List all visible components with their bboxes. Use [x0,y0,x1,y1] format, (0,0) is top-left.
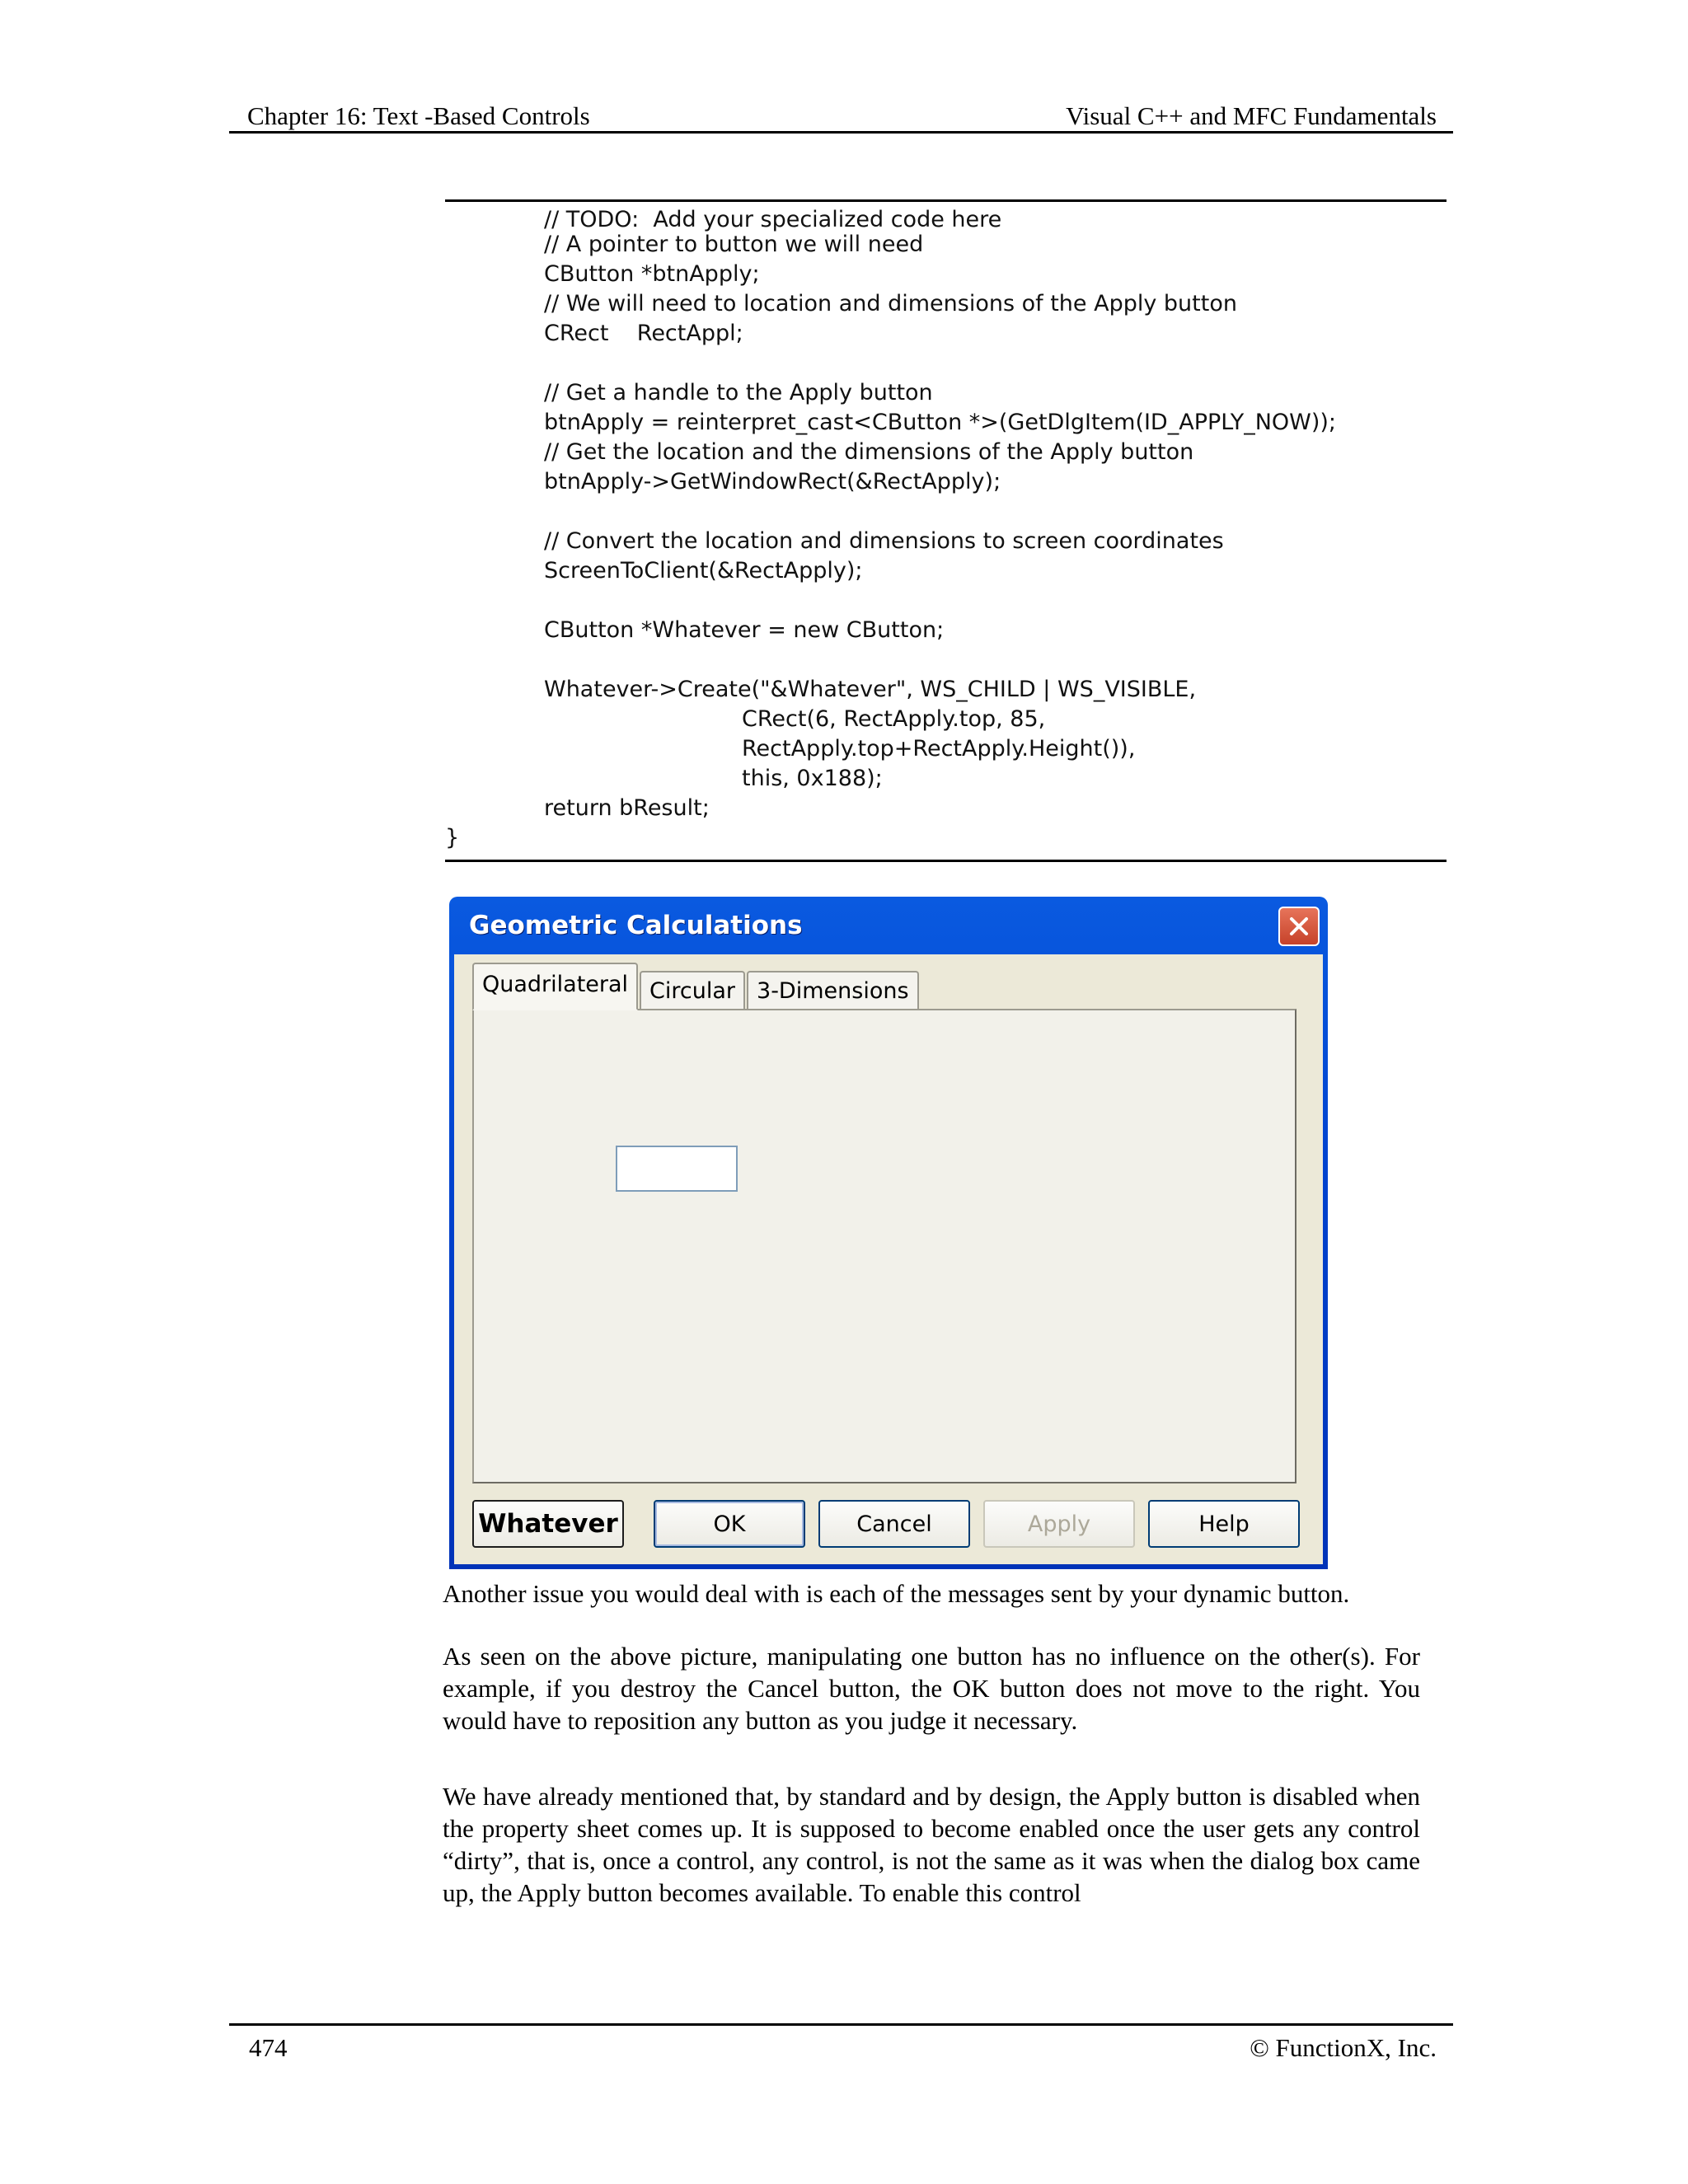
code-line: ScreenToClient(&RectApply); [544,558,863,583]
code-line: // Get the location and the dimensions of the Apply button [544,439,1194,465]
code-line: CRect RectAppl; [544,321,743,346]
apply-button[interactable]: Apply [983,1500,1135,1548]
edit-box[interactable] [616,1146,738,1192]
code-line: RectApply.top+RectApply.Height()), [742,736,1136,762]
running-header [229,101,1453,134]
page-number: 474 [249,2033,288,2062]
code-line: } [445,825,460,851]
code-line: return bResult; [544,795,710,821]
code-line: CButton *btnApply; [544,261,760,287]
code-line: // We will need to location and dimensions of the Apply button [544,291,1237,316]
dialog-client-area [454,954,1323,1564]
code-line: // A pointer to button we will need [544,232,924,257]
tab-strip [472,963,921,1010]
dialog-title: Geometric Calculations [469,911,803,940]
dialog-titlebar [454,897,1323,954]
chapter-title: Chapter 16: Text -Based Controls [247,101,590,130]
book-title: Visual C++ and MFC Fundamentals [1066,101,1437,130]
close-icon [1287,915,1311,938]
code-listing [445,199,1447,862]
code-line: // Convert the location and dimensions to screen coordinates [544,528,1224,554]
cancel-button[interactable]: Cancel [818,1500,970,1548]
code-line: // Get a handle to the Apply button [544,380,933,405]
code-line: CRect(6, RectApply.top, 85, [742,706,1046,732]
ok-button[interactable]: OK [654,1500,805,1548]
help-button[interactable]: Help [1148,1500,1300,1548]
paragraph: We have already mentioned that, by standard and by design, the Apply button is disabled when the property sheet comes up. It is supposed to become enabled once the user gets any control “dirty”, that is, once a control, any control, is not the same as it was when the dialog box came up, the Apply button becomes available. To enable this control [443,1782,1420,1907]
copyright: © FunctionX, Inc. [1250,2033,1437,2062]
paragraph: As seen on the above picture, manipulating one button has no influence on the other(s). For example, if you destroy the Cancel button, the OK button does not move to the right. You would have to reposition any button as you judge it necessary. [443,1642,1420,1735]
code-line: btnApply->GetWindowRect(&RectApply); [544,469,1001,494]
tab-circular[interactable]: Circular [640,971,745,1010]
code-line: this, 0x188); [742,766,883,791]
whatever-button[interactable]: Whatever [472,1500,624,1548]
close-button[interactable] [1278,907,1320,946]
code-line: Whatever->Create("&Whatever", WS_CHILD | WS_VISIBLE, [544,677,1197,702]
code-line: CButton *Whatever = new CButton; [544,617,945,643]
running-footer [229,2023,1453,2066]
tab-page [472,1009,1296,1483]
tab-quadrilateral[interactable]: Quadrilateral [472,963,638,1010]
code-line: btnApply = reinterpret_cast<CButton *>(GetDlgItem(ID_APPLY_NOW)); [544,410,1337,435]
paragraph: Another issue you would deal with is each of the messages sent by your dynamic button. [443,1579,1350,1608]
button-row [472,1500,1310,1549]
code-line: // TODO: Add your specialized code here [544,207,1002,232]
dialog-window [449,897,1328,1569]
tab-3-dimensions[interactable]: 3-Dimensions [747,971,919,1010]
